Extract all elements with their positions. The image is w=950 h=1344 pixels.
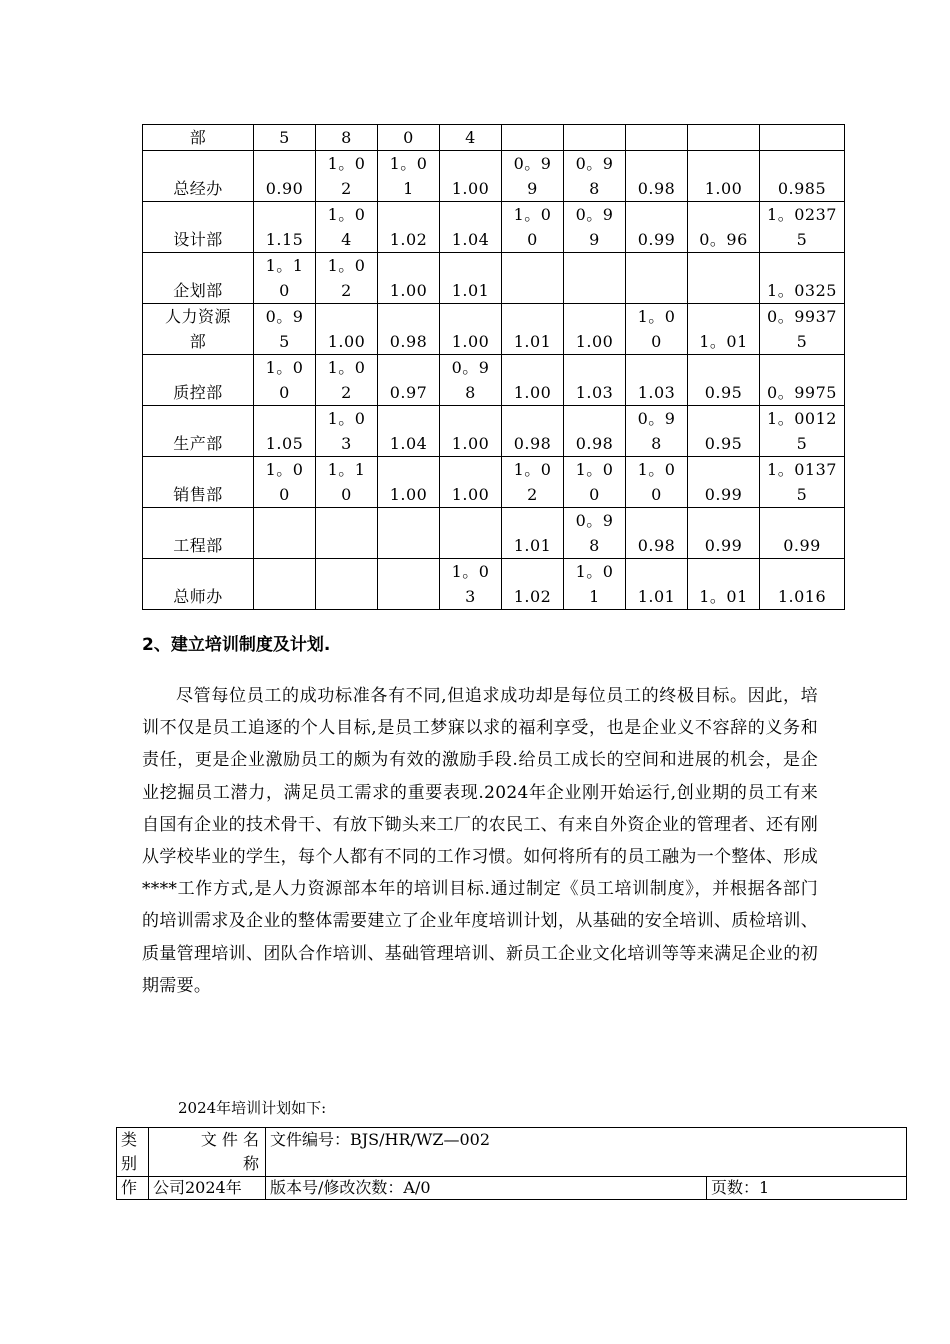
file-number: 文件编号：BJS/HR/WZ—002 [266, 1128, 907, 1177]
section-paragraph: 尽管每位员工的成功标准各有不同,但追求成功却是每位员工的终极目标。因此，培训不仅是员工追逐的个人目标,是员工梦寐以求的福利享受，也是企业义不容辞的义务和责任，更是企业激励员工的颇为有效的激励手段.给员工成长的空间和进展的机会，是企业挖掘员工潜力，满足员工需求的重要表现.2024年企业刚开始运行,创业期的员工有来自国有企业的技术骨干、有放下锄头来工厂的农民工、有来自外资企业的管理者、还有刚从学校毕业的学生，每个人都有不同的工作习惯。如何将所有的员工融为一个整体、形成****工作方式,是人力资源部本年的培训目标.通过制定《员工培训制度》，并根据各部门的培训需求及企业的整体需要建立了企业年度培训计划，从基础的安全培训、质检培训、质量管理培训、团队合作培训、基础管理培训、新员工企业文化培训等等来满足企业的初期需要。 [142, 686, 818, 996]
score-cell: 0。9 8 [564, 151, 626, 202]
score-cell: 0。9 5 [254, 304, 316, 355]
score-cell: 1。0012 5 [760, 406, 845, 457]
score-cell: 0。9 8 [626, 406, 688, 457]
score-cell: 0.98 [626, 508, 688, 559]
score-table-body [143, 125, 845, 610]
score-cell: 0.95 [688, 355, 760, 406]
score-cell: 1.00 [688, 151, 760, 202]
score-cell: 1。0 2 [316, 253, 378, 304]
score-cell: 1。0237 5 [760, 202, 845, 253]
score-cell: 1.016 [760, 559, 845, 610]
score-cell: 0。9 8 [564, 508, 626, 559]
score-cell: 0。9 8 [440, 355, 502, 406]
score-cell: 1.00 [378, 457, 440, 508]
department-name-cell: 质控部 [143, 355, 254, 406]
score-cell: 0.98 [564, 406, 626, 457]
score-cell: 0.95 [688, 406, 760, 457]
score-cell: 0 [378, 125, 440, 151]
score-cell: 0.98 [502, 406, 564, 457]
score-cell: 0。9937 5 [760, 304, 845, 355]
department-name-cell: 生产部 [143, 406, 254, 457]
score-cell: 0.97 [378, 355, 440, 406]
score-cell [502, 253, 564, 304]
score-cell: 1。0 4 [316, 202, 378, 253]
score-cell: 1。0 1 [564, 559, 626, 610]
score-cell: 1。01 [688, 304, 760, 355]
department-name-cell: 销售部 [143, 457, 254, 508]
score-cell: 0。9 9 [502, 151, 564, 202]
score-cell: 1.05 [254, 406, 316, 457]
department-name-cell: 企划部 [143, 253, 254, 304]
department-name-cell: 总师办 [143, 559, 254, 610]
score-cell: 4 [440, 125, 502, 151]
score-cell: 0.99 [688, 457, 760, 508]
table-row [143, 508, 845, 559]
score-cell: 0.985 [760, 151, 845, 202]
score-cell: 1.02 [502, 559, 564, 610]
table-row [143, 253, 845, 304]
score-cell [316, 508, 378, 559]
score-cell [316, 559, 378, 610]
score-cell [564, 253, 626, 304]
score-cell: 8 [316, 125, 378, 151]
score-cell: 1。01 [688, 559, 760, 610]
score-cell: 5 [254, 125, 316, 151]
score-cell: 1。1 0 [254, 253, 316, 304]
table-row [143, 559, 845, 610]
score-cell: 1.04 [440, 202, 502, 253]
score-cell: 0.99 [760, 508, 845, 559]
score-cell: 0.98 [378, 304, 440, 355]
plan-caption: 2024年培训计划如下: [178, 1099, 327, 1117]
filename-label: 文 件 名 称 [149, 1128, 266, 1177]
score-cell: 1.00 [502, 355, 564, 406]
score-cell: 0.98 [626, 151, 688, 202]
category-label: 类 别 [117, 1128, 149, 1177]
score-cell: 1.04 [378, 406, 440, 457]
department-name-cell: 人力资源 部 [143, 304, 254, 355]
table-row [143, 151, 845, 202]
score-cell: 1.00 [564, 304, 626, 355]
score-cell: 1.01 [502, 508, 564, 559]
company-cell: 公司2024年 [149, 1177, 266, 1200]
table-row [143, 457, 845, 508]
score-cell: 1。0 3 [440, 559, 502, 610]
score-cell [254, 508, 316, 559]
score-cell [440, 508, 502, 559]
score-cell: 1.00 [440, 457, 502, 508]
department-name-cell: 部 [143, 125, 254, 151]
table-row [143, 304, 845, 355]
score-cell: 1。0 0 [254, 355, 316, 406]
score-cell: 1.03 [564, 355, 626, 406]
score-cell: 1.01 [626, 559, 688, 610]
score-cell [688, 253, 760, 304]
version-cell: 版本号/修改次数：A/0 [266, 1177, 707, 1200]
table-row [143, 202, 845, 253]
table-row [143, 355, 845, 406]
score-cell: 1.01 [440, 253, 502, 304]
score-cell: 1.00 [440, 151, 502, 202]
table-row [143, 125, 845, 151]
department-name-cell: 总经办 [143, 151, 254, 202]
page-count: 页数：1 [707, 1177, 907, 1200]
score-cell: 1。0 0 [626, 457, 688, 508]
score-cell: 1.00 [316, 304, 378, 355]
author-label: 作 [117, 1177, 149, 1200]
score-cell: 0。9 9 [564, 202, 626, 253]
score-cell: 1。0 0 [626, 304, 688, 355]
score-cell: 1.02 [378, 202, 440, 253]
department-score-table [142, 124, 845, 610]
score-cell [564, 125, 626, 151]
score-cell: 0.90 [254, 151, 316, 202]
score-cell: 1。0 3 [316, 406, 378, 457]
doc-table-row [117, 1128, 907, 1177]
score-cell: 1.00 [440, 304, 502, 355]
score-cell: 1。0 2 [316, 355, 378, 406]
score-cell: 0。9975 [760, 355, 845, 406]
score-cell: 1。0 1 [378, 151, 440, 202]
score-cell [378, 508, 440, 559]
score-cell [502, 125, 564, 151]
score-cell: 0.99 [688, 508, 760, 559]
score-cell [378, 559, 440, 610]
document-header-table [116, 1127, 907, 1200]
score-cell: 1。1 0 [316, 457, 378, 508]
doc-table-row [117, 1177, 907, 1200]
score-cell: 1。0 2 [502, 457, 564, 508]
section-heading: 2、建立培训制度及计划. [142, 635, 331, 655]
department-name-cell: 设计部 [143, 202, 254, 253]
score-cell: 1。0325 [760, 253, 845, 304]
score-cell [626, 253, 688, 304]
score-cell: 1.01 [502, 304, 564, 355]
score-cell: 1。0 0 [502, 202, 564, 253]
score-cell: 0.99 [626, 202, 688, 253]
score-cell: 1.15 [254, 202, 316, 253]
score-cell [626, 125, 688, 151]
score-cell: 0。96 [688, 202, 760, 253]
score-cell [254, 559, 316, 610]
score-cell: 1.00 [440, 406, 502, 457]
score-cell: 1。0 0 [564, 457, 626, 508]
score-cell: 1。0137 5 [760, 457, 845, 508]
score-cell: 1.03 [626, 355, 688, 406]
score-cell: 1。0 2 [316, 151, 378, 202]
score-cell [688, 125, 760, 151]
score-cell: 1.00 [378, 253, 440, 304]
table-row [143, 406, 845, 457]
department-name-cell: 工程部 [143, 508, 254, 559]
score-cell: 1。0 0 [254, 457, 316, 508]
score-cell [760, 125, 845, 151]
